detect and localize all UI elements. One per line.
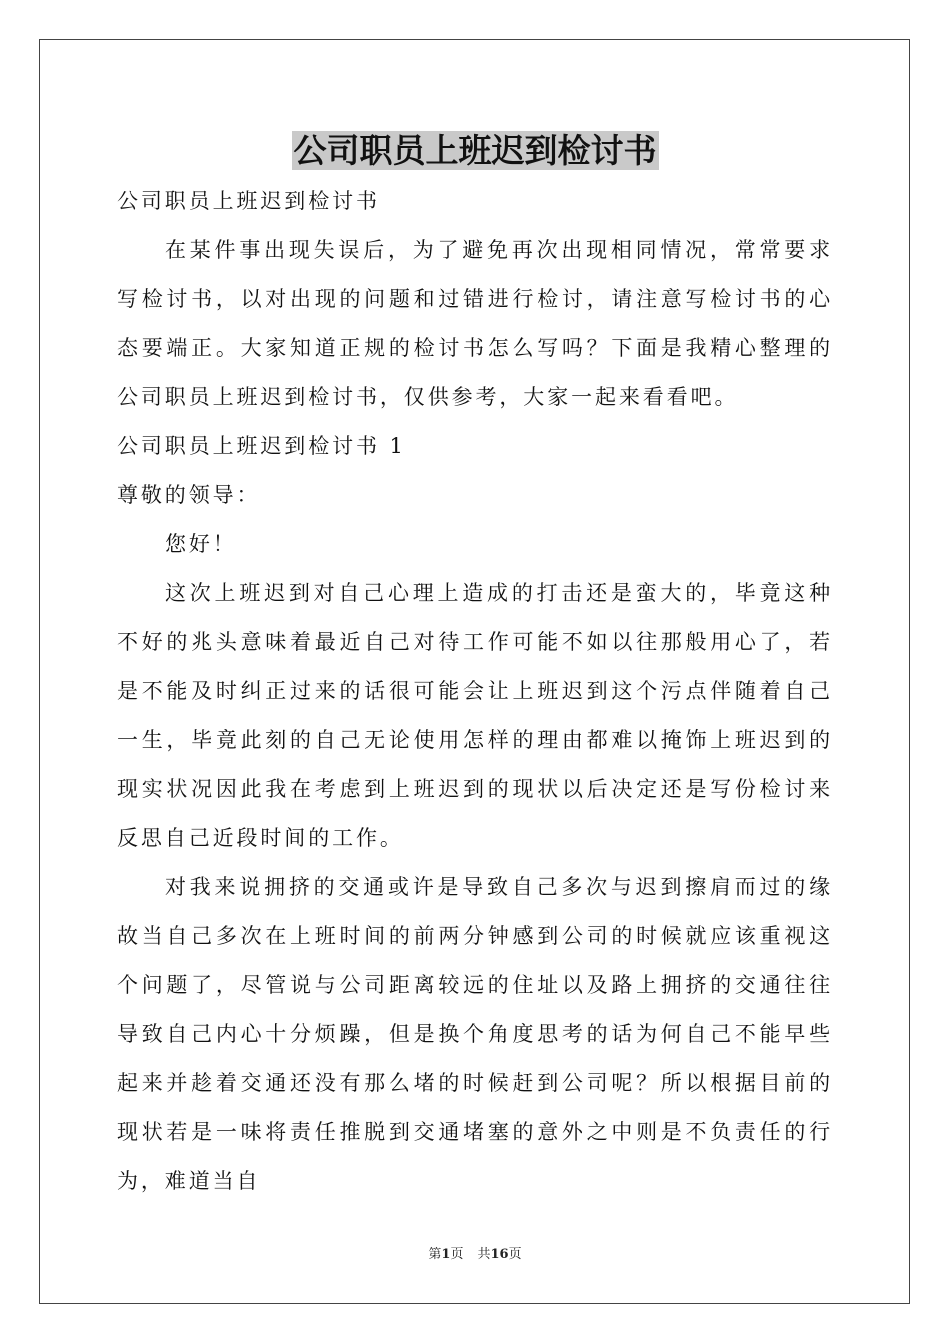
paragraph-subtitle: 公司职员上班迟到检讨书 (117, 189, 380, 213)
footer-total-prefix: 共 (477, 1247, 491, 1262)
paragraph-greeting: 您好！ (165, 532, 237, 556)
paragraph-body-1: 这次上班迟到对自己心理上造成的打击还是蛮大的，毕竟这种不好的兆头意味着最近自己对待工作可能不如以往那般用心了，若是不能及时纠正过来的话很可能会让上班迟到这个污点伴随着自己一生，毕竟此刻的自己无论使用怎样的理由都难以掩饰上班迟到的现实状况因此我在考虑到上班迟到的现状以后决定还是写份检讨来反思自己近段时间的工作。 (117, 581, 833, 850)
footer-page-current: 1 (441, 1247, 451, 1262)
paragraph-intro: 在某件事出现失误后，为了避免再次出现相同情况，常常要求写检讨书，以对出现的问题和过错进行检讨，请注意写检讨书的心态要端正。大家知道正规的检讨书怎么写吗？下面是我精心整理的公司职员上班迟到检讨书，仅供参考，大家一起来看看吧。 (117, 238, 833, 409)
document-title-text: 公司职员上班迟到检讨书 (293, 131, 657, 170)
footer-page-total: 16 (490, 1247, 509, 1262)
paragraph-body-2: 对我来说拥挤的交通或许是导致自己多次与迟到擦肩而过的缘故当自己多次在上班时间的前两分钟感到公司的时候就应该重视这个问题了，尽管说与公司距离较远的住址以及路上拥挤的交通往往导致自己内心十分烦躁，但是换个角度思考的话为何自己不能早些起来并趁着交通还没有那么堵的时候赶到公司呢？所以根据目前的现状若是一味将责任推脱到交通堵塞的意外之中则是不负责任的行为，难道当自 (117, 875, 833, 1193)
footer-page-suffix: 页 (450, 1247, 464, 1262)
footer-total-suffix: 页 (508, 1247, 522, 1262)
document-title (0, 128, 950, 174)
paragraph-salutation: 尊敬的领导： (117, 483, 261, 507)
page-footer (0, 1246, 950, 1264)
document-body (117, 177, 833, 1206)
footer-page-prefix: 第 (428, 1247, 442, 1262)
paragraph-section-heading: 公司职员上班迟到检讨书 1 (117, 434, 406, 458)
